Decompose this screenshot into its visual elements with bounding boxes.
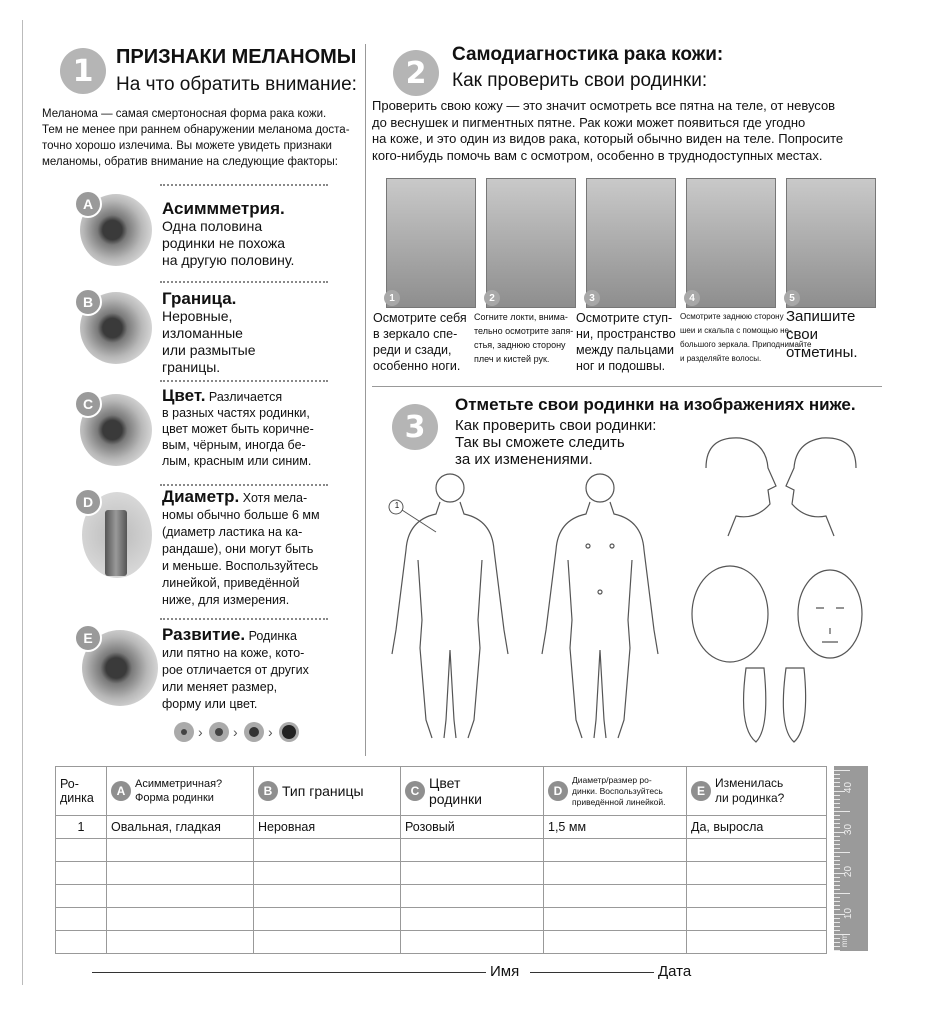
ruler-tick (834, 811, 850, 812)
factor-b-text: Граница. Неровные, изломанные или размытые границы. (162, 289, 256, 375)
ruler-tick (834, 926, 840, 927)
ruler-label-30: 30 (843, 823, 855, 836)
section-2-number: 2 (393, 50, 439, 96)
ruler-tick (834, 877, 840, 878)
svg-text:›: › (268, 724, 273, 740)
factor-e-text: Развитие. Родинка или пятно на коже, кото- рое отличается от других или меняет размер, форму или цвет. (162, 625, 309, 711)
divider (160, 281, 328, 283)
factor-e-badge: E (74, 624, 102, 652)
ruler-tick (834, 909, 840, 910)
mirror-check-photo (386, 178, 476, 308)
section-1-title: ПРИЗНАКИ МЕЛАНОМЫ (116, 46, 357, 68)
header-asymmetry: A Асимметричная? Форма родинки (107, 767, 254, 816)
table-row (56, 862, 827, 885)
ruler-tick (834, 827, 840, 828)
body-outlines (378, 470, 678, 750)
section-2-subtitle: Как проверить свои родинки: (452, 70, 708, 91)
ruler-tick (834, 918, 840, 919)
ruler-tick (834, 840, 840, 841)
ruler-tick (834, 897, 840, 898)
name-label: Имя (490, 963, 520, 980)
ruler-tick (834, 922, 840, 923)
divider (160, 184, 328, 186)
ruler-tick (834, 905, 840, 906)
ruler-label-10: 10 (843, 907, 855, 920)
table-row: 1 Овальная, гладкая Неровная Розовый 1,5 мм Да, выросла (56, 816, 827, 839)
step-3-badge: 3 (584, 290, 600, 306)
ruler-tick (834, 868, 840, 869)
head-right-profile (706, 438, 776, 536)
ruler-tick (834, 774, 840, 775)
table-row (56, 908, 827, 931)
table-row (56, 885, 827, 908)
ruler-tick (834, 786, 840, 787)
factor-d-badge: D (74, 488, 102, 516)
divider (160, 380, 328, 382)
step-5-badge: 5 (784, 290, 800, 306)
section-1-intro: Меланома — самая смертоносная форма рака кожи. Тем не менее при раннем обнаружении меланома доста- точно хорошо излечима. Вы можете увидеть признаки меланомы, обратив внимание на следующие факторы: (42, 108, 350, 168)
svg-text:›: › (233, 724, 238, 740)
ruler-label-20: 20 (843, 865, 855, 878)
step-3-caption: Осмотрите ступ- ни, пространство между пальцами ног и подошвы. (576, 311, 676, 373)
factor-c-badge: C (74, 390, 102, 418)
ruler-tick (834, 942, 840, 943)
ruler-unit: mm (840, 933, 850, 948)
header-changed: EИзменилась ли родинка? (687, 767, 827, 816)
header-e-badge: E (691, 781, 711, 801)
factor-a-badge: A (74, 190, 102, 218)
header-diameter: DДиаметр/размер ро- динки. Воспользуйтесь приведённой линейкой. (544, 767, 687, 816)
head-left-profile (786, 438, 856, 536)
body-front-outline (542, 474, 658, 738)
table-row (56, 931, 827, 954)
ruler-tick (834, 799, 840, 800)
factor-b-badge: B (74, 288, 102, 316)
mole-evolution-sequence (172, 720, 322, 744)
factor-a-text: Асиммметрия. Одна половина родинки не похожа на другую половину. (162, 199, 295, 268)
name-line[interactable] (92, 972, 486, 973)
header-color: C Цвет родинки (401, 767, 544, 816)
factor-d-text: Диаметр. Хотя мела- номы обычно больше 6 мм (диаметр ластика на ка- рандаше), они могут быть и меньше. Воспользуйтесь линейкой, приведённой ниже, для измерения. (162, 487, 320, 607)
date-line[interactable] (530, 972, 654, 973)
header-b-badge: B (258, 781, 278, 801)
pencil-icon (105, 510, 127, 576)
foot-left (744, 668, 766, 742)
ruler-tick (834, 856, 840, 857)
section-3-text: Как проверить свои родинки: Так вы сможете следить за их изменениями. (455, 417, 657, 468)
ruler-tick (834, 848, 840, 849)
ruler-tick (834, 938, 840, 939)
step-2-caption: Согните локти, внима- тельно осмотрите запя- стья, заднюю сторону плеч и кистей рук. (474, 312, 574, 364)
ruler-tick (834, 893, 850, 894)
section-1-number: 1 (60, 48, 106, 94)
header-d-badge: D (548, 781, 568, 801)
section-3-number: 3 (392, 404, 438, 450)
factor-c-text: Цвет. Различается в разных частях родинки, цвет может быть коричне- вым, чёрным, иногда бе- лым, красным или синим. (162, 386, 314, 468)
ruler-tick (834, 889, 840, 890)
head-and-feet-outlines (686, 428, 876, 748)
mole-log-table (55, 766, 827, 954)
table-header-row (56, 767, 827, 816)
mole-marker-label: 1 (394, 501, 400, 510)
ruler-tick (834, 881, 840, 882)
step-4-caption: Осмотрите заднюю сторону шеи и скальпа с помощью не- большого зеркала. Приподнимайте и разделяйте волосы. (680, 312, 812, 363)
ruler-label-40: 40 (843, 781, 855, 794)
ruler-tick (834, 807, 840, 808)
body-back-outline (392, 474, 508, 738)
head-front (798, 570, 862, 658)
feet-check-photo (586, 178, 676, 308)
step-1-badge: 1 (384, 290, 400, 306)
measuring-ruler (834, 766, 868, 951)
ruler-tick (834, 795, 840, 796)
header-c-badge: C (405, 781, 425, 801)
arms-check-photo (486, 178, 576, 308)
ruler-tick (834, 778, 840, 779)
ruler-tick (834, 852, 850, 853)
ruler-tick (834, 901, 840, 902)
header-a-badge: A (111, 781, 131, 801)
ruler-tick (834, 950, 840, 951)
ruler-tick (834, 815, 840, 816)
step-1-caption: Осмотрите себя в зеркало спе- реди и сзади, особенно ноги. (373, 311, 467, 373)
page-edge (22, 20, 23, 985)
ruler-tick (834, 864, 840, 865)
date-label: Дата (658, 963, 692, 980)
step-4-badge: 4 (684, 290, 700, 306)
header-border: B Тип границы (254, 767, 401, 816)
section-2-title: Самодиагностика рака кожи: (452, 44, 724, 65)
ruler-tick (834, 844, 840, 845)
ruler-tick (834, 860, 840, 861)
scalp-check-photo (686, 178, 776, 308)
header-mole: Ро- динка (56, 767, 107, 816)
ruler-tick (834, 823, 840, 824)
step-5-caption: Запишите свои отметины. (786, 308, 858, 361)
section-2-intro: Проверить свою кожу — это значит осмотреть все пятна на теле, от невусов до веснушек и пигментных пятне. Рак кожи может появиться где угодно на коже, и это один из видов рака, который обычно виден на теле. Попросите кого-нибудь помочь вам с осмотром, особенно в труднодоступных местах. (372, 98, 844, 163)
record-marks-photo (786, 178, 876, 308)
head-top (692, 566, 768, 662)
ruler-tick (834, 803, 840, 804)
column-divider (365, 44, 366, 756)
section-divider (372, 386, 882, 387)
ruler-tick (834, 836, 840, 837)
ruler-tick (834, 770, 850, 771)
ruler-tick (834, 885, 840, 886)
ruler-tick (834, 782, 840, 783)
table-row (56, 839, 827, 862)
section-1-subtitle: На что обратить внимание: (116, 74, 357, 95)
step-2-badge: 2 (484, 290, 500, 306)
section-3-title: Отметьте свои родинки на изображениях ниже. (455, 395, 856, 414)
svg-text:›: › (198, 724, 203, 740)
ruler-tick (834, 946, 840, 947)
divider (160, 484, 328, 486)
foot-right (783, 668, 805, 742)
ruler-tick (834, 819, 840, 820)
divider (160, 618, 328, 620)
ruler-tick (834, 930, 840, 931)
